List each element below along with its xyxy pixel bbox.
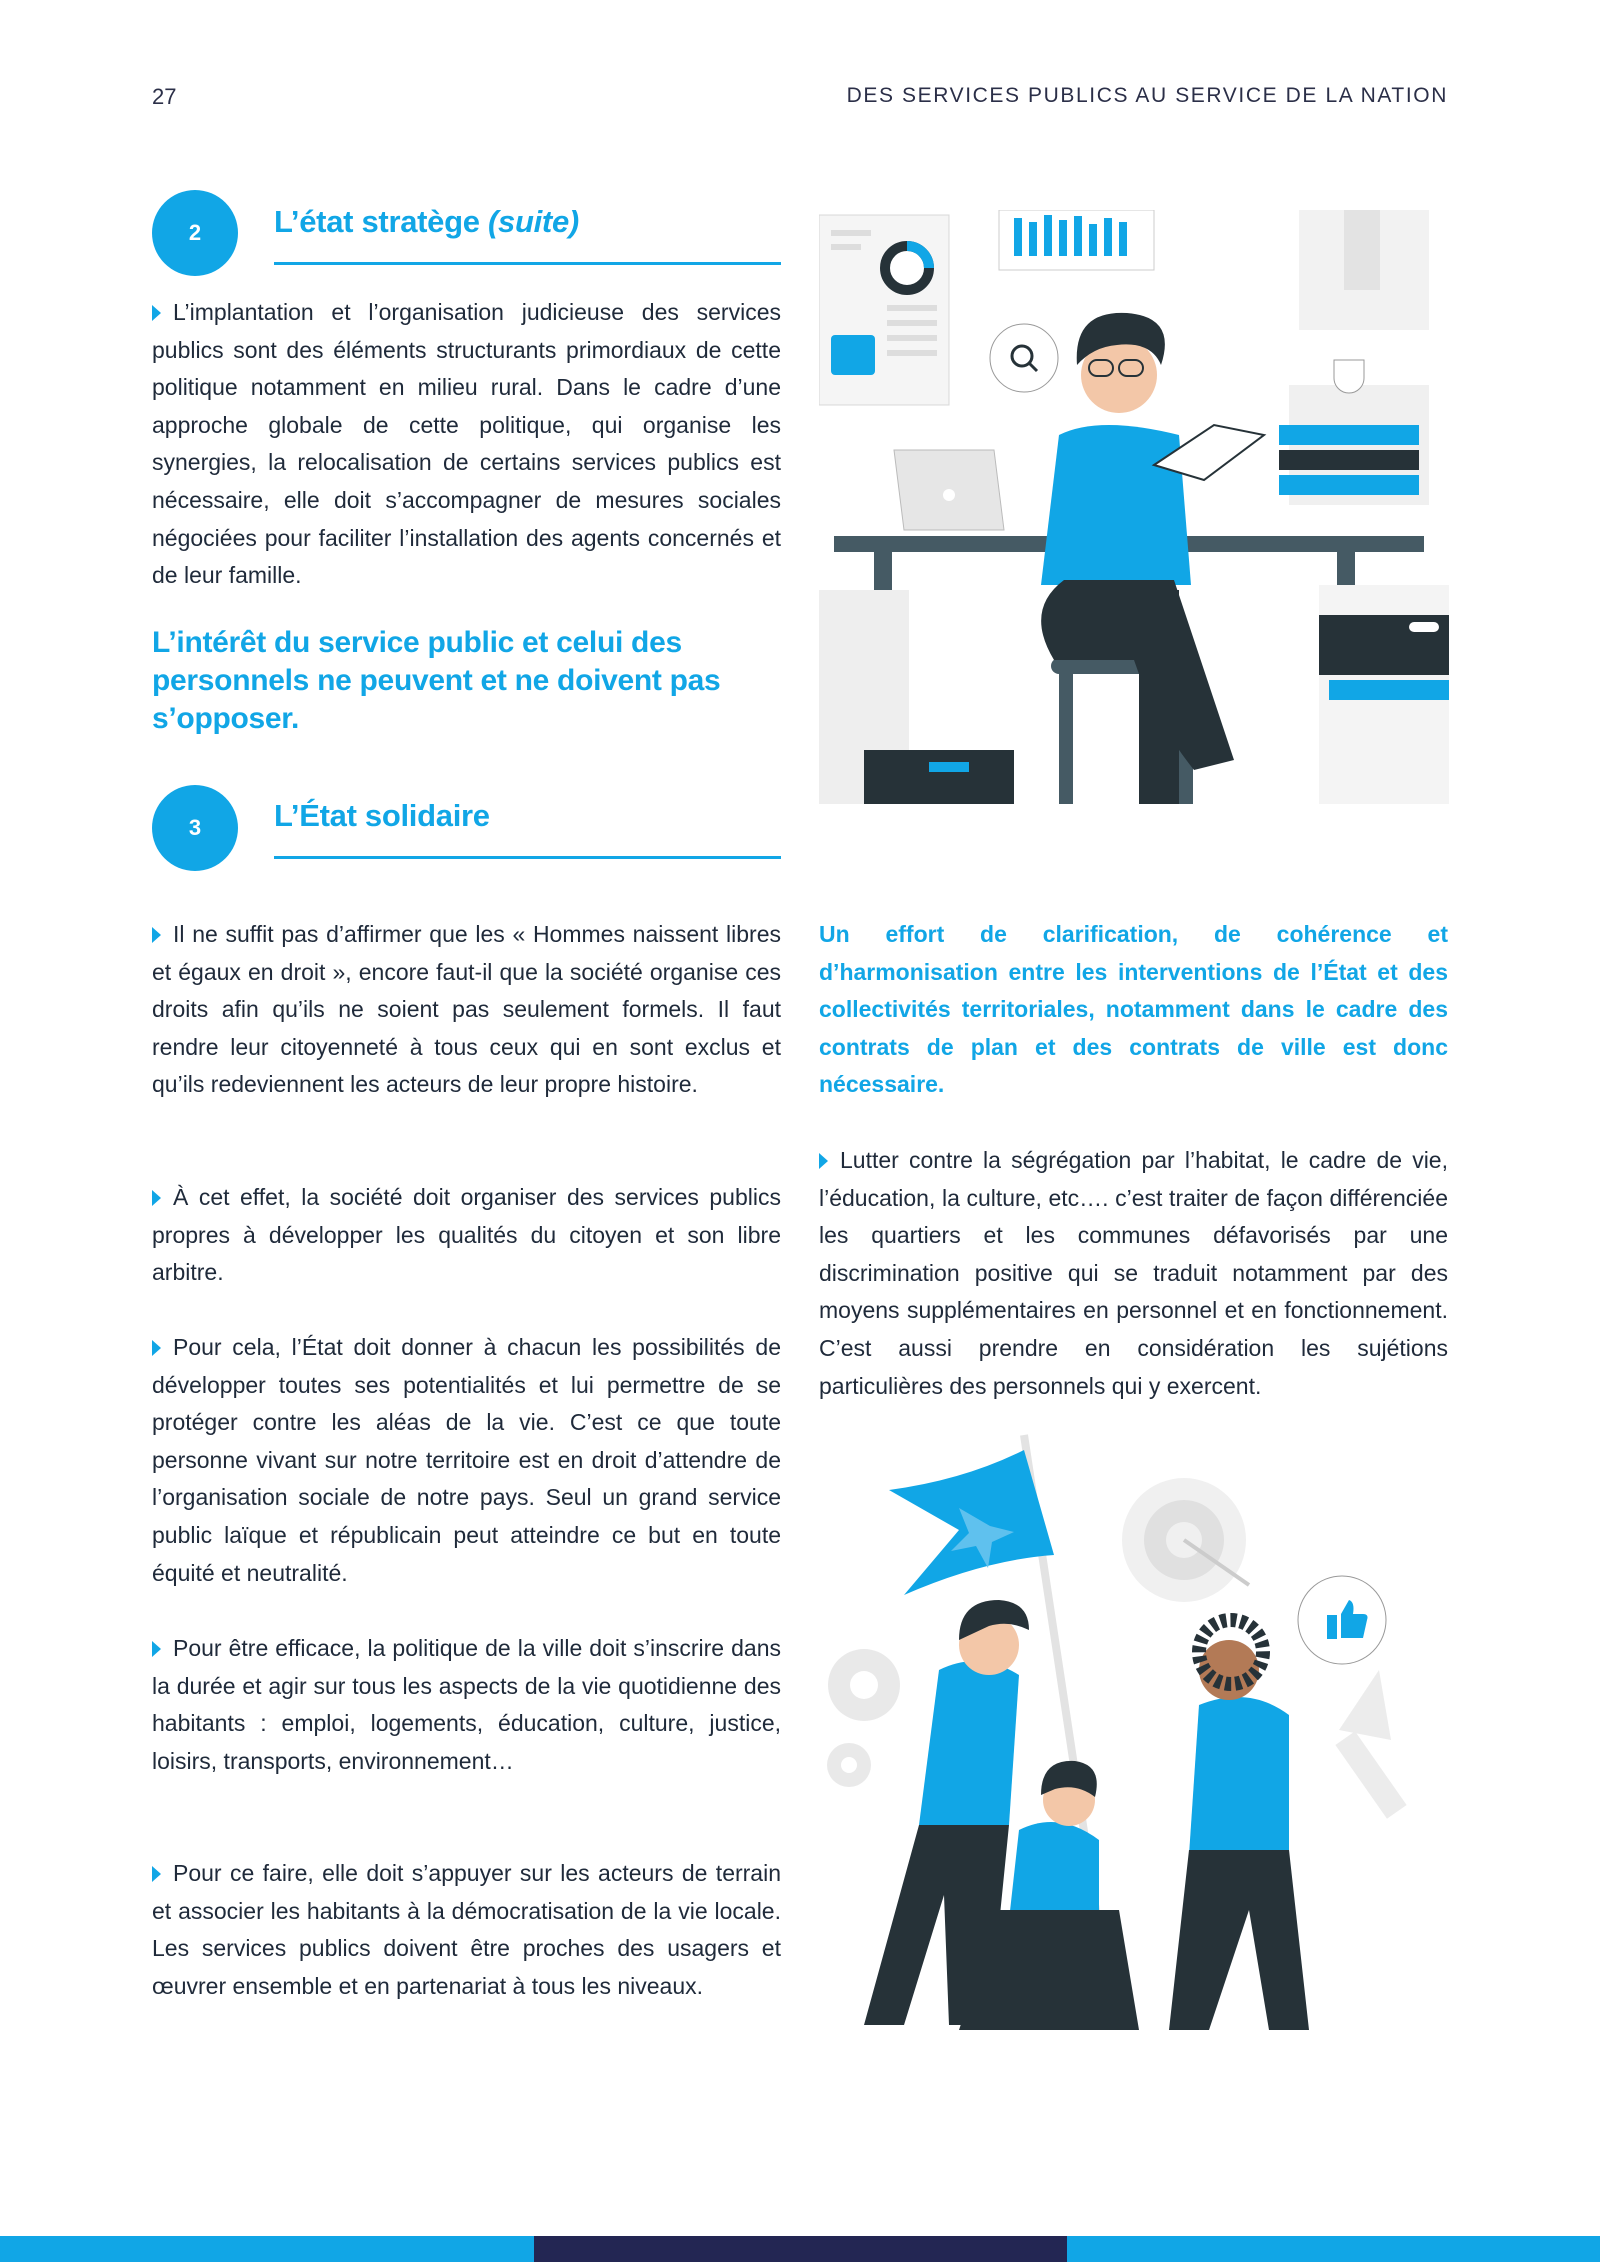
section-2-rule [274, 262, 781, 265]
file-drawer [864, 750, 1014, 804]
binder [1279, 450, 1419, 470]
section-3-paragraph-5 [152, 1855, 781, 2005]
team-flag-illustration [819, 1430, 1449, 2030]
section-3-paragraph-1 [152, 916, 781, 1104]
coffee-cup-icon [1334, 360, 1364, 393]
wall-frame-inner [1344, 210, 1380, 290]
running-title: DES SERVICES PUBLICS AU SERVICE DE LA NATION [846, 84, 1448, 107]
doc-line [887, 305, 937, 311]
person-shirt [919, 1661, 1019, 1825]
footer-bar-right [1067, 2236, 1600, 2262]
gear-icon-hole [841, 1757, 857, 1773]
binder [1279, 475, 1419, 495]
section-2-number-badge: 2 [152, 190, 238, 276]
section-3-paragraph-4 [152, 1630, 781, 1780]
section-3-paragraph-3 [152, 1329, 781, 1592]
bullet-icon [152, 1866, 161, 1882]
section-3-paragraph-2 [152, 1179, 781, 1292]
paragraph-text: À cet effet, la société doit organiser des services publics propres à développer les qualités du citoyen et son libre arbitre. [152, 1184, 781, 1286]
person-shirt [1009, 1822, 1099, 1920]
arrow-shaft [1335, 1731, 1406, 1818]
right-callout: Un effort de clarification, de cohérence et d’harmonisation entre les interventions de l’État et des collectivités territoriales, notamment dans le cadre des contrats de plan et des contrats de ville est donc nécessaire. [819, 921, 1448, 1098]
paragraph-text: Il ne suffit pas d’affirmer que les « Hommes naissent libres et égaux en droit », encore faut-il que la société organise ces droits afin qu’ils ne soient pas seulement formels. Il faut rendre leur citoyenneté à tous ceux qui en sont exclus et qu’ils redeviennent les acteurs de leur propre histoire. [152, 921, 781, 1098]
bullet-icon [152, 927, 161, 943]
footer-bar-center [534, 2236, 1067, 2262]
bullet-icon [152, 305, 161, 321]
paragraph-text: Lutter contre la ségrégation par l’habitat, le cadre de vie, l’éducation, la culture, etc…. c’est traiter de façon différenciée les quartiers et les communes défavorisés par une discrimination positive qui se traduit notamment par des moyens supplémentaires en personnel et en fonctionnement. C’est aussi prendre en considération les sujétions particulières des personnels qui y exercent. [819, 1147, 1448, 1399]
person-leg [1139, 590, 1179, 804]
doc-line [831, 230, 871, 236]
doc-line [887, 335, 937, 341]
paragraph-text: Pour être efficace, la politique de la ville doit s’inscrire dans la durée et agir sur tous les aspects de la vie quotidienne des habitants : emploi, logements, éducation, culture, justice, loisirs, transports, environnement… [152, 1635, 781, 1774]
gear-icon-hole [850, 1671, 878, 1699]
arrow-up-icon [1339, 1670, 1391, 1740]
laptop-logo [943, 489, 955, 501]
paragraph-text: Pour cela, l’État doit donner à chacun les possibilités de développer toutes ses potentialités et lui permettre de se protéger contre les aléas de la vie. C’est ce que toute personne vivant sur notre territoire est en droit d’attendre de l’organisation sociale de notre pays. Seul un grand service public laïque et républicain peut atteindre ce but en toute équité et neutralité. [152, 1334, 781, 1586]
section-2-callout: L’intérêt du service public et celui des personnels ne peuvent et ne doivent pas s’opposer. [152, 626, 721, 735]
section-3-number-badge: 3 [152, 785, 238, 871]
section-2-paragraph [152, 294, 781, 595]
page-number: 27 [152, 84, 177, 109]
right-paragraph [819, 1142, 1448, 1405]
bullet-icon [819, 1153, 828, 1169]
section-2-paragraph-text: L’implantation et l’organisation judicieuse des services publics sont des éléments structurants primordiaux de cette politique notamment en milieu rural. Dans le cadre d’une approche globale de cette politique, qui organise les synergies, la relocalisation de certains services publics est nécessaire, elle doit s’accompagner de mesures sociales négociées pour faciliter l’installation des agents concernés et de leur famille. [152, 299, 781, 589]
person-pants [1169, 1850, 1309, 2030]
bullet-icon [152, 1340, 161, 1356]
doc-line [887, 350, 937, 356]
binder [1279, 425, 1419, 445]
section-2-title [274, 204, 579, 240]
stool-leg [1059, 670, 1073, 804]
person-shirt [1041, 425, 1191, 585]
section-3-rule [274, 856, 781, 859]
image-icon [831, 335, 875, 375]
section-2-title-main: L’état stratège [274, 204, 489, 239]
footer-bar-left [0, 2236, 534, 2262]
bullet-icon [152, 1641, 161, 1657]
doc-line [887, 320, 937, 326]
doc-line [831, 244, 861, 250]
paragraph-text: Pour ce faire, elle doit s’appuyer sur les acteurs de terrain et associer les habitants à la démocratisation de la vie locale. Les services publics doivent être proches des usagers et œuvrer ensemble et en partenariat à tous les niveaux. [152, 1860, 781, 1999]
section-3-title: L’État solidaire [274, 798, 490, 833]
person-shirt [1189, 1697, 1289, 1855]
cabinet-handle [1409, 622, 1439, 632]
drawer-handle [929, 762, 969, 772]
binder [1329, 680, 1449, 700]
office-desk-illustration [819, 210, 1449, 806]
bullet-icon [152, 1190, 161, 1206]
search-bubble [990, 324, 1058, 392]
section-2-title-suffix: (suite) [488, 204, 579, 239]
